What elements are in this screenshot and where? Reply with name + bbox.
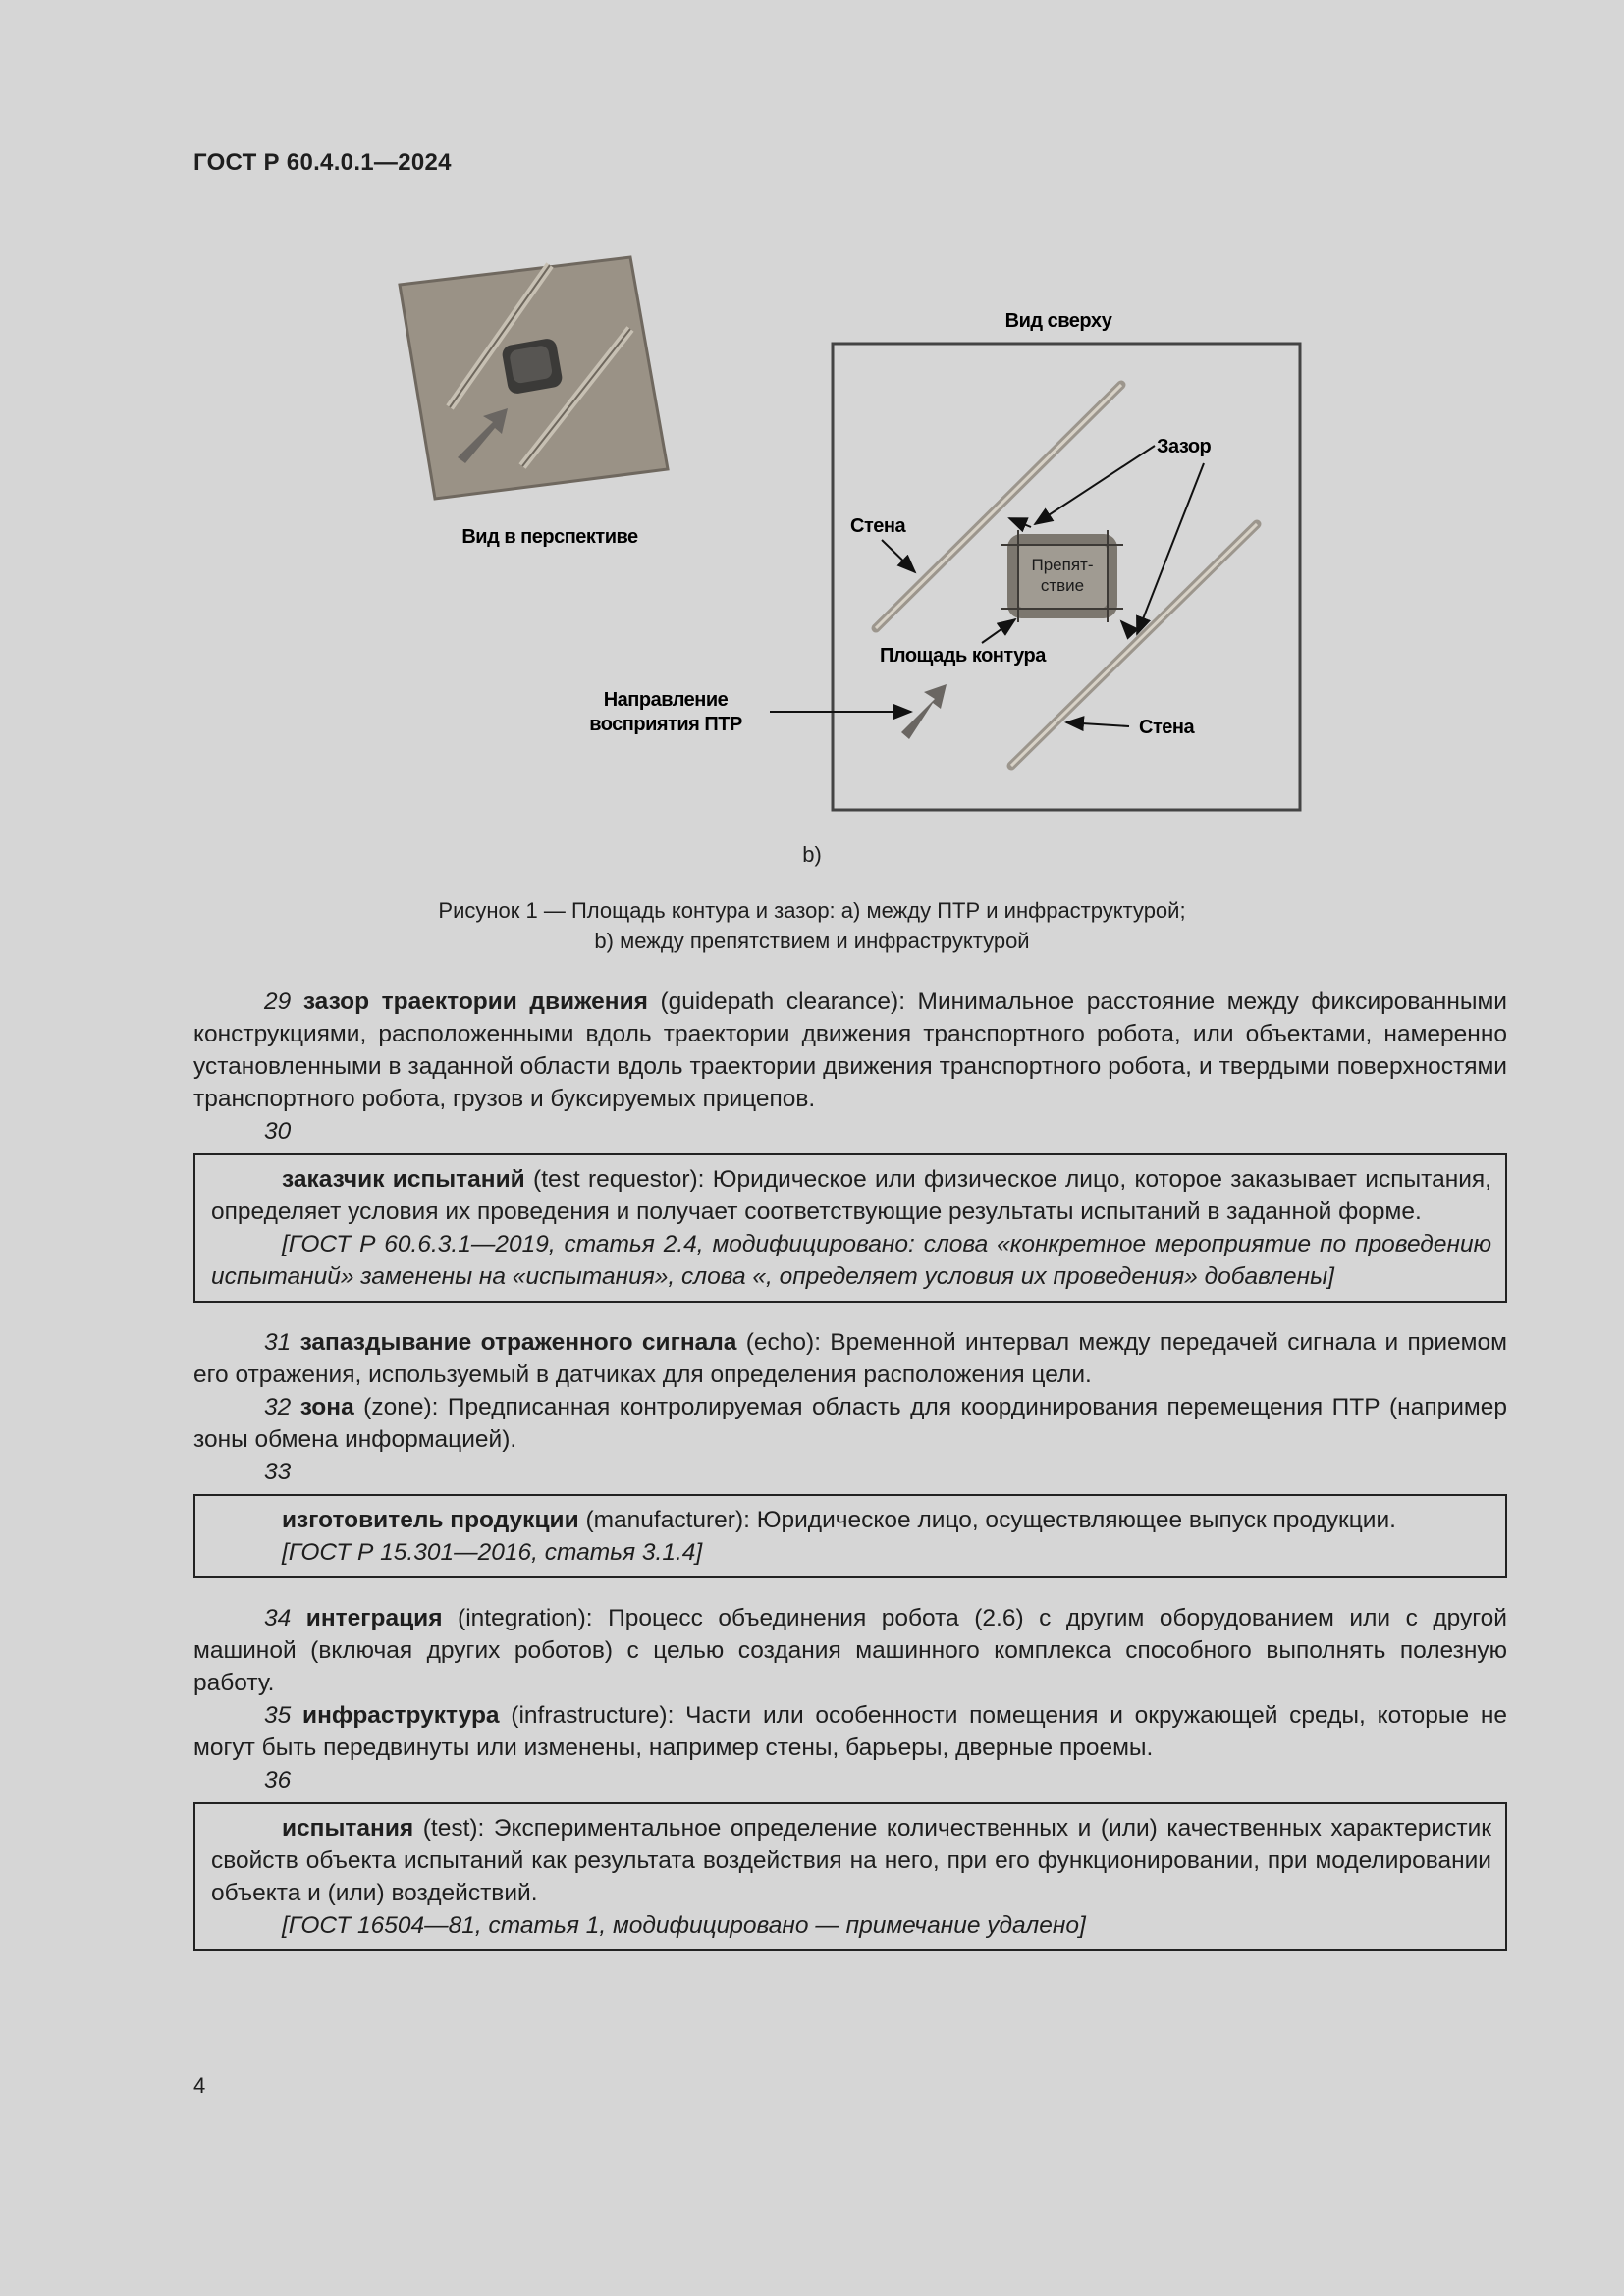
term-definition: (test requestor): Юридическое или физическое лицо, которое заказывает испытания, определяет условия их проведения и получает соответствующие результаты испытаний в заданной форме.	[211, 1166, 1491, 1225]
obstacle	[1001, 530, 1123, 622]
figure-caption-line2: b) между препятствием и инфраструктурой	[594, 929, 1030, 953]
term-entry-36	[211, 1812, 1491, 1909]
term-entry-34	[193, 1602, 1507, 1699]
top-view-title: Вид сверху	[1004, 310, 1112, 332]
term-definition: (manufacturer): Юридическое лицо, осуществляющее выпуск продукции.	[578, 1507, 1396, 1533]
figure-sub-label: b)	[802, 842, 822, 867]
direction-label-line1: Направление	[603, 689, 729, 711]
figure-caption-line1: Рисунок 1 — Площадь контура и зазор: a) между ПТР и инфраструктурой;	[438, 898, 1186, 923]
obstacle-label-line1: Препят-	[1031, 556, 1094, 574]
term-entry-35	[193, 1699, 1507, 1764]
term-number: 34	[264, 1605, 292, 1631]
term-box-36	[193, 1802, 1507, 1951]
term-reference: [ГОСТ Р 15.301—2016, статья 3.1.4]	[282, 1539, 703, 1566]
term-definition: (echo): Временной интервал между передачей сигнала и приемом его отражения, используемый в датчиках для определения расположения цели.	[193, 1329, 1507, 1388]
term-name: интеграция	[305, 1605, 443, 1631]
term-definition: (integration): Процесс объединения робота (2.6) с другим оборудованием или с другой машиной (включая других роботов) с целью создания машинного комплекса способного выполнять полезную работу.	[193, 1605, 1507, 1696]
term-number-30: 30	[264, 1118, 292, 1145]
term-reference: [ГОСТ Р 60.6.3.1—2019, статья 2.4, модифицировано: слова «конкретное мероприятие по проведению испытаний» заменены на «испытания», слова «, определяет условия их проведения» добавлены]	[211, 1231, 1491, 1290]
term-entry-31	[193, 1326, 1507, 1391]
term-definition: (guidepath clearance): Минимальное расстояние между фиксированными конструкциями, расположенными вдоль траектории движения транспортного робота, или объектами, намеренно установленными в заданной области вдоль траектории движения транспортного робота, и твердыми поверхностями транспортного робота, грузов и буксируемых прицепов.	[193, 988, 1507, 1112]
term-name: заказчик испытаний	[282, 1166, 525, 1193]
term-number: 31	[264, 1329, 292, 1356]
term-definition: (zone): Предписанная контролируемая область для координирования перемещения ПТР (например зоны обмена информацией).	[193, 1394, 1507, 1453]
term-box-33	[193, 1494, 1507, 1578]
term-entry-30	[211, 1163, 1491, 1228]
figure-caption	[0, 895, 1624, 956]
term-number: 29	[264, 988, 292, 1015]
wall-label-upper: Стена	[850, 515, 906, 537]
term-number-33: 33	[264, 1459, 292, 1485]
gap-label: Зазор	[1157, 436, 1212, 457]
term-reference: [ГОСТ 16504—81, статья 1, модифицировано — примечание удалено]	[282, 1912, 1086, 1939]
term-name: инфраструктура	[302, 1702, 500, 1729]
term-name: изготовитель продукции	[282, 1507, 579, 1533]
page-number: 4	[193, 2073, 206, 2098]
term-entry-29	[193, 986, 1507, 1115]
term-entry-32	[193, 1391, 1507, 1456]
figure-1	[373, 245, 1335, 883]
term-number: 32	[264, 1394, 292, 1420]
term-number: 35	[264, 1702, 292, 1729]
figure-diagram	[373, 245, 1335, 883]
term-name: зона	[299, 1394, 354, 1420]
perspective-view-image	[400, 257, 668, 499]
terms-list	[193, 986, 1507, 1951]
term-name: запаздывание отраженного сигнала	[299, 1329, 737, 1356]
term-name: испытания	[282, 1815, 414, 1842]
term-box-30	[193, 1153, 1507, 1303]
term-entry-33	[211, 1504, 1491, 1536]
term-definition: (test): Экспериментальное определение количественных и (или) качественных характеристик свойств объекта испытаний как результата воздействия на него, при его функционировании, при моделировании объекта и (или) воздействий.	[211, 1815, 1491, 1906]
wall-label-lower: Стена	[1139, 717, 1195, 738]
direction-label-line2: восприятия ПТР	[589, 714, 742, 735]
term-definition: (infrastructure): Части или особенности помещения и окружающей среды, которые не могут быть передвинуты или изменены, например стены, барьеры, дверные проемы.	[193, 1702, 1507, 1761]
term-name: зазор траектории движения	[302, 988, 648, 1015]
perspective-label: Вид в перспективе	[461, 526, 638, 548]
obstacle-label-line2: ствие	[1040, 576, 1085, 595]
contour-area-label: Площадь контура	[880, 645, 1046, 667]
document-number: ГОСТ Р 60.4.0.1—2024	[193, 149, 452, 176]
term-number-36: 36	[264, 1767, 292, 1793]
